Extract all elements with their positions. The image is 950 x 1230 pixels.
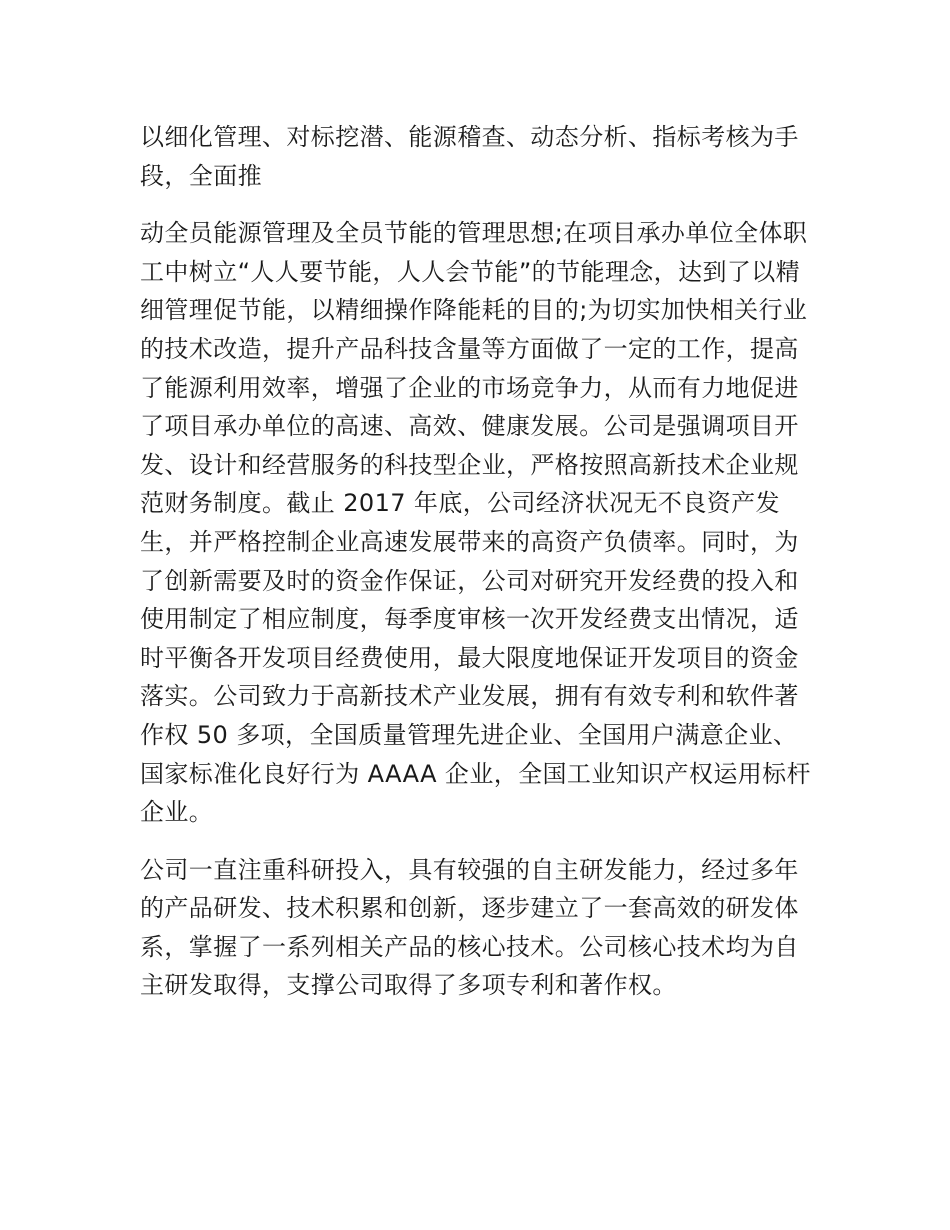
paragraph-1: 以细化管理、对标挖潜、能源稽查、动态分析、指标考核为手段，全面推 <box>140 123 799 190</box>
paragraph-2: 动全员能源管理及全员节能的管理思想;在项目承办单位全体职工中树立“人人要节能，人人会节能”的节能理念，达到了以精细管理促节能，以精细操作降能耗的目的;为切实加快相关行业的技术改造，提升产品科技含量等方面做了一定的工作，提高了能源利用效率，增强了企业的市场竞争力，从而有力地促进了项目承办单位的高速、高效、健康发展。公司是强调项目开发、设计和经营服务的科技型企业，严格按照高新技术企业规范财务制度。截止 2017 年底，公司经济状况无不良资产发生，并严格控制企业高速发展带来的高资产负债率。同时，为了创新需要及时的资金作保证，公司对研究开发经费的投入和使用制定了相应制度，每季度审核一次开发经费支出情况，适时平衡各开发项目经费使用，最大限度地保证开发项目的资金落实。公司致力于高新技术产业发展，拥有有效专利和软件著作权 50 多项，全国质量管理先进企业、全国用户满意企业、国家标准化良好行为 AAAA 企业，全国工业知识产权运用标杆企业。 <box>140 219 811 827</box>
paragraph-3: 公司一直注重科研投入，具有较强的自主研发能力，经过多年的产品研发、技术积累和创新，逐步建立了一套高效的研发体系，掌握了一系列相关产品的核心技术。公司核心技术均为自主研发取得，支撑公司取得了多项专利和著作权。 <box>140 855 799 1000</box>
document-body <box>140 118 815 1005</box>
